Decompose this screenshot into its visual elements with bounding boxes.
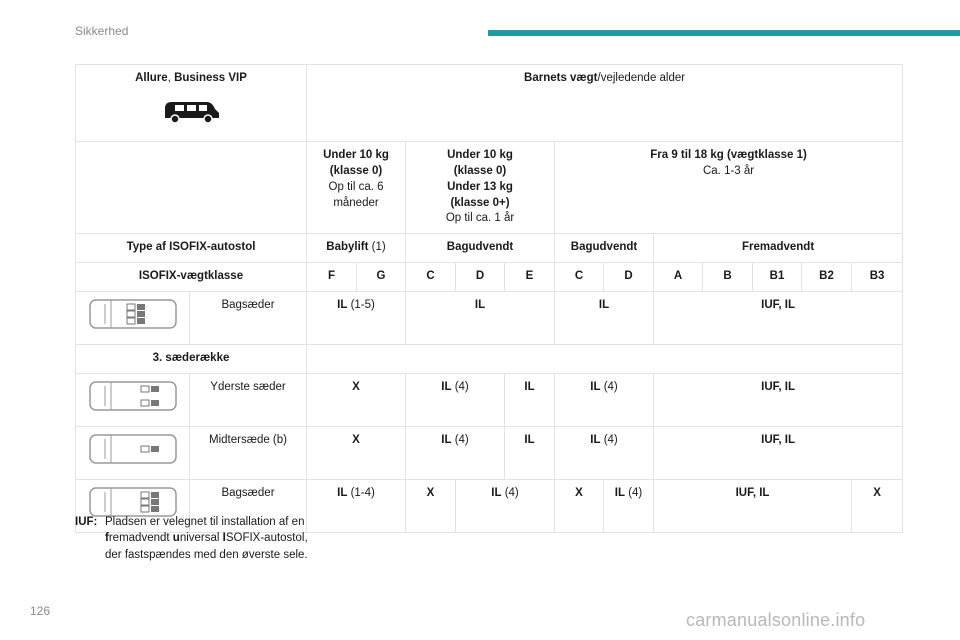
seat-layout-outer-icon — [89, 380, 177, 412]
row-rear-seats — [76, 292, 903, 345]
class-cell: C — [406, 263, 456, 292]
back-c2: X — [406, 479, 456, 532]
back-c5: IL (4) — [604, 479, 654, 532]
seat-type-label: Type af ISOFIX-autostol — [76, 234, 307, 263]
type-forward: Fremadvendt — [654, 234, 903, 263]
back-c7: X — [852, 479, 903, 532]
back-c1: IL (1-4) — [307, 479, 406, 532]
type-babylift: Babylift (1) — [307, 234, 406, 263]
middle-c2: IL (4) — [406, 426, 505, 479]
group0-note2: måneder — [333, 196, 379, 209]
middle-c1: X — [307, 426, 406, 479]
icon-cell — [76, 373, 190, 426]
seat-label: Bagsæder — [190, 479, 307, 532]
class-cell: B1 — [753, 263, 802, 292]
group0-note1: Op til ca. 6 — [328, 180, 384, 193]
vehicle-cell — [76, 65, 307, 142]
icon-cell — [76, 292, 190, 345]
class-cell: D — [604, 263, 654, 292]
child-weight-header — [307, 65, 903, 142]
middle-c3: IL — [505, 426, 555, 479]
group1-line2: (klasse 0) — [453, 164, 507, 177]
weight-group-1 — [406, 142, 555, 234]
class-cell: F — [307, 263, 357, 292]
vehicle-label-allure: Allure — [135, 72, 168, 84]
class-cell: G — [357, 263, 406, 292]
back-c3: IL (4) — [456, 479, 555, 532]
back-c4: X — [555, 479, 604, 532]
vehicle-label-sep: , — [167, 72, 175, 84]
weight-group-0 — [307, 142, 406, 234]
footnote-text: Pladsen er velegnet til installation af en fremadvendt universal ISOFIX-autostol, der fastspændes med den øverste sele. — [105, 516, 308, 561]
group1-line3: Under 13 kg — [447, 180, 513, 193]
child-weight-suffix: /vejledende alder — [597, 72, 686, 84]
group1-line1: Under 10 kg — [447, 149, 513, 161]
header-accent-bar — [488, 30, 960, 36]
class-cell: B3 — [852, 263, 903, 292]
outer-c4: IL (4) — [555, 373, 654, 426]
class-cell: C — [555, 263, 604, 292]
weight-group-row — [76, 142, 903, 234]
group1-line4: (klasse 0+) — [450, 196, 510, 209]
page-number: 126 — [30, 604, 51, 618]
child-weight-label: Barnets vægt — [524, 72, 598, 84]
middle-c4: IL (4) — [555, 426, 654, 479]
seat-type-row — [76, 234, 903, 263]
type-rear-1: Bagudvendt — [406, 234, 555, 263]
class-cell: D — [456, 263, 505, 292]
rear-c3: IL — [555, 292, 654, 345]
weight-group-2 — [555, 142, 903, 234]
row-middle-seat — [76, 426, 903, 479]
seat-layout-middle-icon — [89, 433, 177, 465]
watermark-text: carmanualsonline.info — [686, 610, 866, 630]
outer-c2: IL (4) — [406, 373, 505, 426]
back-c6: IUF, IL — [654, 479, 852, 532]
class-cell: B2 — [802, 263, 852, 292]
type-rear-2: Bagudvendt — [555, 234, 654, 263]
outer-c3: IL — [505, 373, 555, 426]
seat-layout-rear-icon — [89, 298, 177, 330]
group2-line1: Fra 9 til 18 kg (vægtklasse 1) — [650, 149, 807, 161]
third-row-header — [76, 345, 903, 374]
icon-cell — [76, 426, 190, 479]
class-cell: B — [703, 263, 753, 292]
rear-c4: IUF, IL — [654, 292, 903, 345]
rear-c2: IL — [406, 292, 555, 345]
seat-label: Midtersæde (b) — [190, 426, 307, 479]
middle-c5: IUF, IL — [654, 426, 903, 479]
isofix-table — [75, 64, 903, 533]
class-cell: E — [505, 263, 555, 292]
class-cell: A — [654, 263, 703, 292]
vehicle-label-business: Business VIP — [174, 72, 247, 84]
footnote-key: IUF: — [75, 516, 98, 528]
group0-line2: (klasse 0) — [329, 164, 383, 177]
weight-class-row — [76, 263, 903, 292]
van-icon — [160, 99, 222, 125]
group2-note1: Ca. 1-3 år — [702, 164, 755, 177]
vehicle-header-row — [76, 65, 903, 142]
rear-c1: IL (1-5) — [307, 292, 406, 345]
outer-c1: X — [307, 373, 406, 426]
footnote-iuf — [75, 514, 405, 563]
group1-note1: Op til ca. 1 år — [445, 212, 515, 225]
weight-class-label: ISOFIX-vægtklasse — [76, 263, 307, 292]
empty-cell — [76, 142, 307, 234]
empty-cell — [307, 345, 903, 374]
outer-c5: IUF, IL — [654, 373, 903, 426]
seat-label: Yderste sæder — [190, 373, 307, 426]
third-row-label: 3. sæderække — [76, 345, 307, 374]
header-section-title: Sikkerhed — [75, 24, 129, 38]
row-outer-seats — [76, 373, 903, 426]
group0-line1: Under 10 kg — [323, 149, 389, 161]
seat-label: Bagsæder — [190, 292, 307, 345]
